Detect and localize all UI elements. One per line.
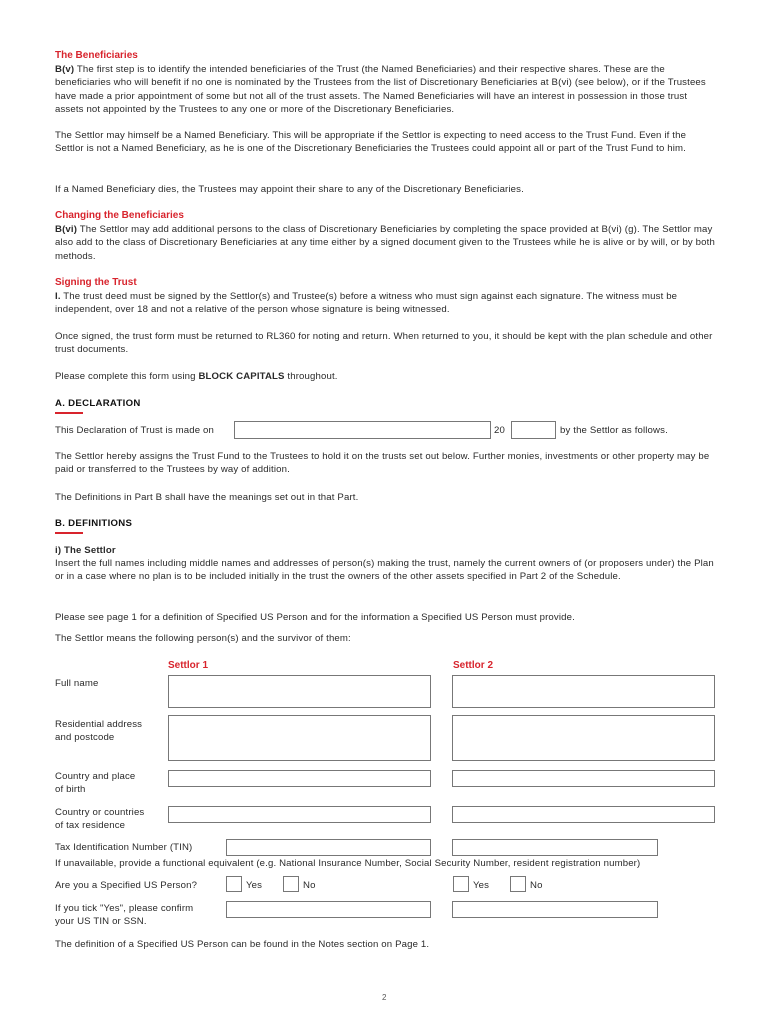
settlor-1-full-name-input[interactable] <box>168 675 431 708</box>
by-settlor-label: by the Settlor as follows. <box>560 425 668 436</box>
ref-bvi: B(vi) <box>55 224 78 235</box>
definitions-paragraph-2: Please see page 1 for a definition of Specified US Person and for the information a Specified US Person must provide. <box>55 612 575 623</box>
settlor-1-us-tin-input[interactable] <box>226 901 431 918</box>
confirm-label-line-1: If you tick "Yes", please confirm <box>55 903 194 914</box>
beneficiaries-p1-text: The first step is to identify the intended beneficiaries of the Trust (the Named Beneficiaries) and their respective shares. These are the beneficiaries who will benefit if no one is nominated by the Trustees from the list of Discretionary Beneficiaries at B(vi) (see below), or if the Trustees have made a prior appointment of some but not all of the trust assets. The Named Beneficiaries will have an interest in possession in those trust assets not appointed by the Trustees to any one or more of the Discretionary Beneficiaries. <box>55 64 706 116</box>
beneficiaries-paragraph-1 <box>55 63 715 117</box>
settlor-2-full-name-input[interactable] <box>452 675 715 708</box>
tin-note: If unavailable, provide a functional equivalent (e.g. National Insurance Number, Social Security Number, resident registration number) <box>55 858 641 869</box>
settlor-2-us-tin-input[interactable] <box>452 901 658 918</box>
declaration-paragraph-2: The Definitions in Part B shall have the meanings set out in that Part. <box>55 492 359 503</box>
made-on-label: This Declaration of Trust is made on <box>55 425 214 436</box>
tin-label: Tax Identification Number (TIN) <box>55 842 193 853</box>
definitions-heading-underline <box>55 532 83 534</box>
ref-i: I. <box>55 291 61 302</box>
definitions-paragraph-3: The Settlor means the following person(s) and the survivor of them: <box>55 633 351 644</box>
changing-paragraph <box>55 223 715 263</box>
signing-p1-text: The trust deed must be signed by the Settlor(s) and Trustee(s) before a witness who must sign against each signature. The witness must be independent, over 18 and not a relative of the person whose signature is being witnessed. <box>55 291 678 316</box>
settlor-1-us-no-checkbox[interactable] <box>283 876 299 892</box>
full-name-label: Full name <box>55 678 99 689</box>
birth-label-line-1: Country and place <box>55 771 136 782</box>
beneficiaries-heading: The Beneficiaries <box>55 50 138 61</box>
settlor-1-tin-input[interactable] <box>226 839 431 856</box>
ref-bv: B(v) <box>55 64 75 75</box>
beneficiaries-paragraph-3: If a Named Beneficiary dies, the Trustees may appoint their share to any of the Discretionary Beneficiaries. <box>55 184 524 195</box>
settlor-1-yes-label: Yes <box>246 880 263 891</box>
settlor-2-header: Settlor 2 <box>453 660 494 671</box>
definitions-heading: B. DEFINITIONS <box>55 518 133 529</box>
settlor-2-address-input[interactable] <box>452 715 715 761</box>
declaration-year-input[interactable] <box>511 421 556 439</box>
settlor-2-tin-input[interactable] <box>452 839 658 856</box>
settlor-2-birth-input[interactable] <box>452 770 715 787</box>
page-number: 2 <box>382 993 387 1002</box>
birth-label <box>55 770 135 797</box>
address-label-line-2: and postcode <box>55 732 115 744</box>
tax-label-line-1: Country or countries <box>55 807 145 818</box>
p3-post: throughout. <box>284 371 338 382</box>
address-label-line-1: Residential address <box>55 719 143 730</box>
signing-paragraph-3 <box>55 370 715 383</box>
settlor-2-yes-label: Yes <box>473 880 490 891</box>
birth-label-line-2: of birth <box>55 784 86 796</box>
settlor-1-no-label: No <box>303 880 316 891</box>
beneficiaries-paragraph-2: The Settlor may himself be a Named Beneficiary. This will be appropriate if the Settlor is expecting to need access to the Trust Fund. Even if the Settlor is not a Named Beneficiary, as he is one of the Discretionary Beneficiaries the Trustees could appoint all or part of the Trust Fund to him. <box>55 130 687 155</box>
settlor-1-address-input[interactable] <box>168 715 431 761</box>
tax-residence-label <box>55 806 144 833</box>
p3-pre: Please complete this form using <box>55 371 199 382</box>
settlor-2-us-no-checkbox[interactable] <box>510 876 526 892</box>
tax-label-line-2: of tax residence <box>55 820 126 832</box>
settlor-1-header: Settlor 1 <box>168 660 209 671</box>
settlor-2-tax-residence-input[interactable] <box>452 806 715 823</box>
confirm-tin-label <box>55 902 193 929</box>
declaration-heading: A. DECLARATION <box>55 398 141 409</box>
declaration-heading-underline <box>55 412 83 414</box>
definitions-paragraph-1: Insert the full names including middle names and addresses of person(s) making the trust, namely the current owners of (or proposers under) the Plan or in a case where no plan is to be included initially in the trust the owners of the other assets specified in Part 2 of the Schedule. <box>55 558 714 583</box>
settlor-1-birth-input[interactable] <box>168 770 431 787</box>
confirm-label-line-2: your US TIN or SSN. <box>55 916 147 928</box>
settlor-subheading: i) The Settlor <box>55 545 116 556</box>
signing-paragraph-2: Once signed, the trust form must be returned to RL360 for noting and return. When returned to you, it should be kept with the plan schedule and other trust documents. <box>55 331 713 356</box>
us-person-label: Are you a Specified US Person? <box>55 880 198 891</box>
declaration-date-input[interactable] <box>234 421 491 439</box>
settlor-2-no-label: No <box>530 880 543 891</box>
changing-heading: Changing the Beneficiaries <box>55 210 184 221</box>
address-label <box>55 718 142 745</box>
changing-p1-text: The Settlor may add additional persons to the class of Discretionary Beneficiaries by completing the space provided at B(vi) (g). The Settlor may also add to the class of Discretionary Beneficiaries at any time either by a signed document given to the Trustees while he is alive or by will, or by both methods. <box>55 224 715 262</box>
settlor-2-us-yes-checkbox[interactable] <box>453 876 469 892</box>
declaration-paragraph-1: The Settlor hereby assigns the Trust Fund to the Trustees to hold it on the trusts set out below. Further monies, investments or other property may be paid or transferred to the Trustees by way of addition. <box>55 451 710 476</box>
signing-heading: Signing the Trust <box>55 277 137 288</box>
year-prefix: 20 <box>494 425 505 436</box>
settlor-1-tax-residence-input[interactable] <box>168 806 431 823</box>
settlor-1-us-yes-checkbox[interactable] <box>226 876 242 892</box>
block-capitals: BLOCK CAPITALS <box>198 371 285 382</box>
signing-paragraph-1 <box>55 290 715 317</box>
us-person-definition-note: The definition of a Specified US Person can be found in the Notes section on Page 1. <box>55 939 430 950</box>
